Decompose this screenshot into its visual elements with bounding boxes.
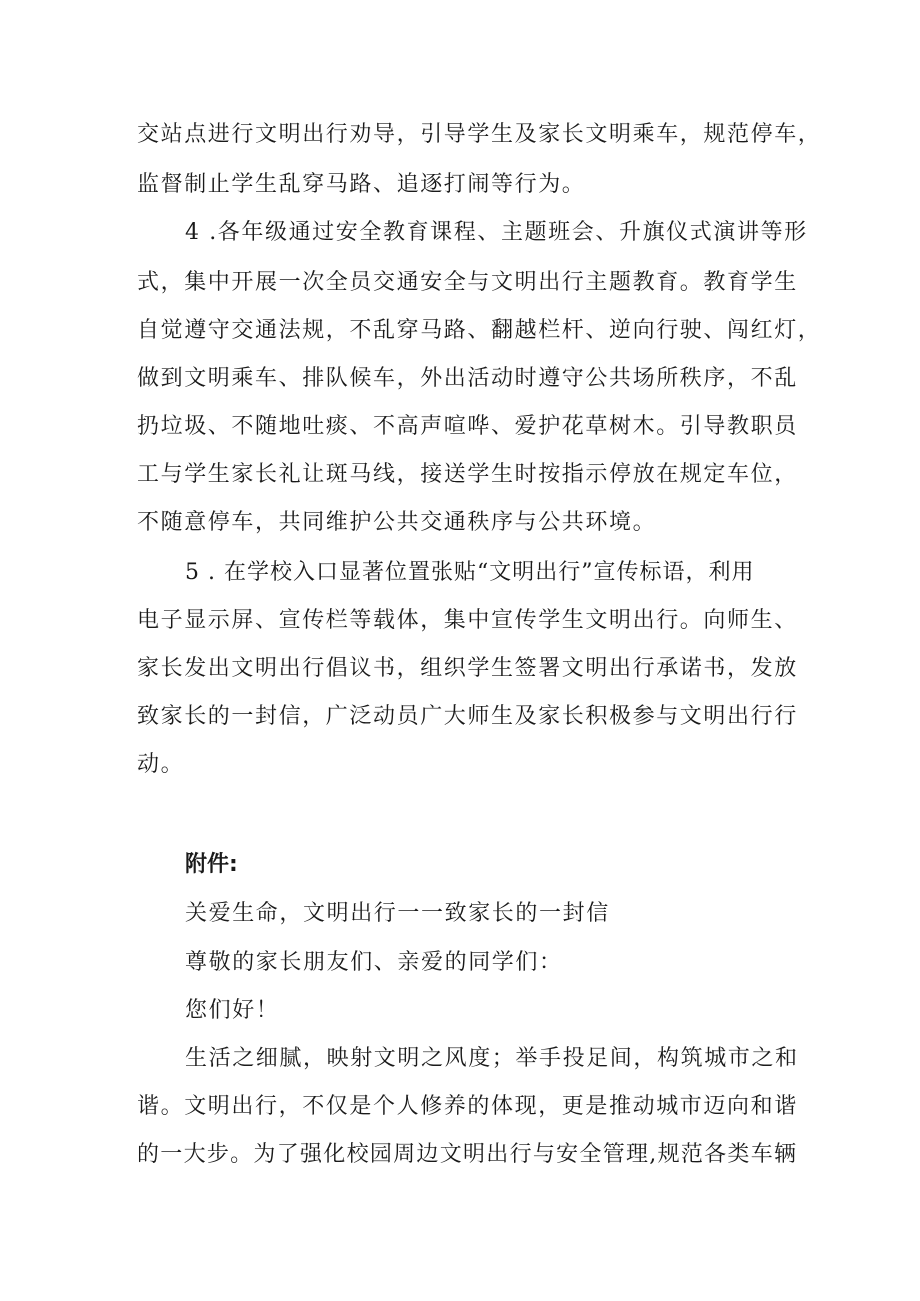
attachment-greeting: 您们好！ (185, 998, 280, 1023)
paragraph-4-line-4: 做到文明乘车、排队候车，外出活动时遵守公共场所秩序，不乱 (137, 366, 798, 391)
paragraph-5-line-1: 5 . 在学校入口显著位置张贴“文明出行”宣传标语，利用 (185, 560, 755, 585)
paragraph-5-line-4: 致家长的一封信，广泛动员广大师生及家长积极参与文明出行行 (137, 704, 798, 729)
paragraph-4-line-1: 4 .各年级通过安全教育课程、主题班会、升旗仪式演讲等形 (185, 220, 808, 245)
paragraph-3-line-1: 交站点进行文明出行劝导，引导学生及家长文明乘车，规范停车， (137, 122, 822, 147)
paragraph-5-line-3: 家长发出文明出行倡议书，组织学生签署文明出行承诺书，发放 (137, 656, 798, 681)
paragraph-5-line-5: 动。 (137, 752, 185, 777)
attachment-body-line-2: 谐。文明出行，不仅是个人修养的体现，更是推动城市迈向和谐 (137, 1094, 798, 1119)
attachment-salutation: 尊敬的家长朋友们、亲爱的同学们： (185, 950, 563, 975)
paragraph-4-line-2: 式，集中开展一次全员交通安全与文明出行主题教育。教育学生 (137, 270, 798, 295)
paragraph-4-line-6: 工与学生家长礼让斑马线，接送学生时按指示停放在规定车位， (137, 462, 798, 487)
paragraph-4-line-7: 不随意停车，共同维护公共交通秩序与公共环境。 (137, 510, 657, 535)
paragraph-5-line-2: 电子显示屏、宣传栏等载体，集中宣传学生文明出行。向师生、 (137, 608, 798, 633)
paragraph-3-line-2: 监督制止学生乱穿马路、追逐打闹等行为。 (137, 172, 586, 197)
attachment-title: 关爱生命，文明出行一一致家长的一封信 (185, 901, 610, 926)
attachment-label: 附件: (185, 852, 238, 877)
attachment-body-line-3: 的一大步。为了强化校园周边文明出行与安全管理,规范各类车辆 (137, 1142, 797, 1167)
paragraph-4-line-3: 自觉遵守交通法规，不乱穿马路、翻越栏杆、逆向行驶、闯红灯， (137, 318, 822, 343)
paragraph-4-line-5: 扔垃圾、不随地吐痰、不高声喧哗、爱护花草树木。引导教职员 (137, 414, 798, 439)
attachment-body-line-1: 生活之细腻，映射文明之风度；举手投足间，构筑城市之和 (185, 1046, 799, 1071)
